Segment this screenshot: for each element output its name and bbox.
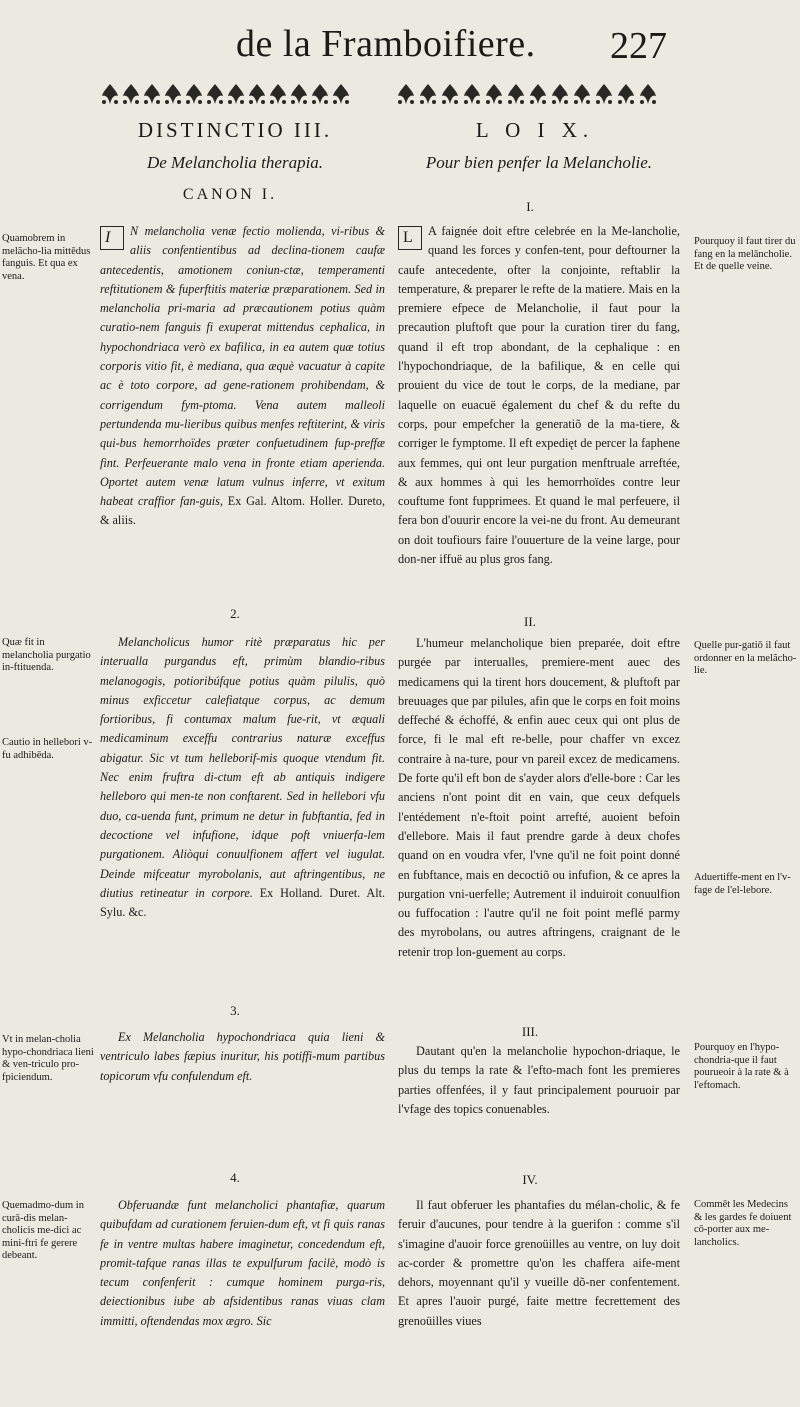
ornamental-initial: L (398, 226, 422, 250)
margin-note: Quamobrem in melãcho-lia mittēdus fanguis. Et qua ex vena. (2, 233, 91, 282)
latin-section-number: 2. (230, 606, 240, 621)
latin-section-number: 4. (230, 1170, 240, 1185)
french-paragraph (398, 222, 680, 569)
french-section-number: III. (521, 1024, 539, 1039)
latin-paragraph (100, 1196, 385, 1331)
latin-paragraph-text: Melancholicus humor ritè præparatus hic per interualla purgandus eft, primùm blandio-ribus melanogogis, potioribúfque potius quàm pilulis, quò minus exficcetur calefiatque corpus, ac demum fortioribus, fi contumax malum fue-rit, vt æquali medicaminum exceffu contrarius naturæ exceffus abigatur. Sic vt tum helleborif-mis quoque vtendum fit. Nec enim fruftra di-ctum eft ab antiquis indigere helleboro qui men-te non conftarent. Sed in hellebori vfu duo, ca-uenda funt, primum ne detur in fubftantia, fed in decoctione vel infufione, idque poft vniuerfa-lem purgationem. Aliòqui conuulfionem affert vel iugulat. Deinde mifceatur myrobolanis, aut aftringentibus, ne diutius retineatur in corpore. (100, 635, 385, 900)
latin-paragraph (100, 1028, 385, 1086)
french-paragraph-text: A faignée doit eftre celebrée en la Me-lancholie, quand les forces y confen-tent, pour deftourner la caufe antecedente, ofter la conjointe, reftablir la temperature, & preparer le refte de la matiere. Mais en la premiere efpece de Melancholie, il faut pour la precaution pluftoft que pour la curation tirer du fang, quand il eft trop abondant, de la cephalique : en l'hypochondriaque, de la bafilique, & en celle qui prouient du vice de tout le corps, de la mediane, par laquelle on euacuë également du chef & du refte du corps, pour empefcher la generatiõ de la ma-tiere, & corriger le fymptome. Il eft expedięt de percer la faphene aux femmes, qui ont leur purgation menftruale arreftée, & aux hommes à qui les hemorrhoïdes contre leur couftume font fupprimees. Et quand le mal perfeuere, il fera bon d'ouurir encore la vei-ne du front. Au demeurant on doit toufiours faire l'ouuerture de la veine large, pour don-ner iffuë au plus gros fang. (398, 224, 680, 567)
canon-heading: CANON I. (182, 186, 278, 203)
french-subheading: Pour bien penfer la Melancholie. (425, 153, 653, 172)
fleuron-row-ornament-left (100, 82, 352, 108)
latin-paragraph (100, 633, 385, 922)
running-title: de la Framboifiere. (236, 23, 536, 65)
french-paragraph-text: L'humeur melancholique bien preparée, doit eftre purgée par interualles, premiere-ment auec des medicamens qui la tirent hors doucement, & pluftoft par breuuages que par pilules, afin que le corps en foit moins deffeché & échoffé, & enfin auec ceux qui ont plus de force, fi le mal eft re-belle, pour chaffer vn excez contraire à na-ture, pour vn pareil excez de medicamens. De forte qu'il eft bon de s'ayder alors d'elle-bore : Car les anciens n'ont point dit en vain, que ceux defquels l'entédement n'e-ftoit point arrefté, auoient befoin d'ellebore. Mais il faut prendre garde à deux chofes quand on en voudra vfer, l'vne qu'il ne foit point donné en fubftance, mais en decoctiõ ou infufion, & ce apres la purgation vni-uerfelle; Autrement il induiroit conuulfion ou fuffocation : l'autre qu'il ne foit point meflé parmy des myrobolans, ou autres aftringens, craignant de le retenir trop lon-guement au corps. (398, 636, 680, 959)
latin-source-citation: Ex Holland. Duret. Alt. Sylu. &c. (100, 885, 386, 920)
margin-note: Quelle pur-gatiō il faut ordonner en la melãcho-lie. (694, 640, 797, 677)
margin-note: Cautio in hellebori v-fu adhibēda. (2, 737, 93, 761)
latin-subheading: De Melancholia therapia. (146, 153, 324, 172)
loix-heading: L O I X. (475, 118, 595, 142)
fleuron-row-ornament-right (396, 82, 662, 108)
french-section-number: I. (526, 199, 534, 214)
french-paragraph (398, 1196, 680, 1331)
french-paragraph (398, 634, 680, 962)
page-number: 227 (610, 25, 667, 67)
margin-note: Pourquoy il faut tirer du fang en la melāncholie. Et de quelle veine. (694, 236, 796, 273)
latin-section-number: 3. (230, 1003, 240, 1018)
latin-source-citation: Ex Gal. Altom. Holler. Dureto, & aliis. (100, 494, 385, 528)
ornamental-initial: I (100, 226, 124, 250)
latin-paragraph-text: N melancholia venæ fectio molienda, vi-ribus & aliis confentientibus ad declina-tionem caufæ antecedentis, amotionem coniun-ctæ, temperamenti reftitutionem & fuperftitis materiæ præparationem. Sed in melancholia pri-maria ad præcautionem potius quàm curatio-nem fanguis fi exuperat mittendus cephalica, in hypochondriaca verò ex bafilica, in ea autem quæ totius corporis vitio fit, è mediana, qua æquè vacuatur à capite ac è toto corpore, ad gene-rationem prohibendam, & corrigendum fym-ptoma. Vena autem malleoli pertundenda mu-lieribus quibus menfes reftiterint, & viris qui-bus hemorrhoïdes præter confuetudinem fup-preffæ fint. Perfeuerante malo vena in fronte etiam aperienda. Oportet autem venæ latum vulnus inferre, vt exitum habeat craffior fan-guis, (100, 224, 385, 509)
margin-note: Quemadmo-dum in curā-dis melan-cholicis me-dici ac mini-ftri fe gerere debeant. (2, 1200, 84, 1262)
margin-note: Aduertiffe-ment en l'v-fage de l'el-lebore. (694, 872, 791, 896)
latin-paragraph (100, 222, 385, 531)
french-paragraph (398, 1042, 680, 1119)
french-section-number: II. (524, 614, 536, 629)
latin-paragraph-text: Ex Melancholia hypochondriaca quia lieni & ventriculo labes fæpius inuritur, his potiffi-mum partibus topicorum vfu confulendum eft. (100, 1030, 385, 1083)
french-paragraph-text: Dautant qu'en la melancholie hypochon-driaque, le plus du temps la rate & l'efto-mach font les premieres parties offenfées, il y faut principalement pouruoir par l'vfage des topics conuenables. (398, 1044, 680, 1116)
french-section-number: IV. (522, 1172, 538, 1187)
latin-paragraph-text: Obferuandæ funt melancholici phantafiæ, quarum quibufdam ad curationem feruien-dum eft, vt fi quis ranas fe in ventre multas habere imaginetur, concedendum eft, promit-tafque ranas illas te expulfurum facilè, modò is tecum confenferit : cumque hominem purga-ris, deiectionibus iube ab afsidentibus ranas viuas clam immitti, oftendendas mox ægro. Sic (100, 1198, 385, 1328)
margin-note: Quæ fit in melancholia purgatio in-ftituenda. (2, 637, 91, 674)
margin-note: Pourquoy en l'hypo-chondria-que il faut pourueoir à la rate & à l'eftomach. (694, 1042, 789, 1091)
running-head (0, 22, 800, 72)
margin-note: Commēt les Medecins & les gardes fe doiuent cō-porter aux me-lancholics. (694, 1199, 792, 1248)
fleuron-ornament-icon (396, 82, 662, 106)
fleuron-ornament-icon (100, 82, 352, 106)
margin-note: Vt in melan-cholia hypo-chondriaca lieni & ven-triculo pro-fpiciendum. (2, 1034, 94, 1083)
distinctio-heading: DISTINCTIO III. (137, 118, 333, 142)
french-paragraph-text: Il faut obferuer les phantafies du mélan-cholic, & fe feruir d'aucunes, pour tendre à la guerifon : comme s'il s'imagine d'auoir force grenoüilles au ventre, on luy doit ac-corder & promettre qu'on les chaffera aife-ment dehors, moyennant qu'il y vueille dõ-ner confentement. Et apres l'auoir purgé, faite mettre fecrettement des grenoüilles viues (398, 1198, 680, 1328)
